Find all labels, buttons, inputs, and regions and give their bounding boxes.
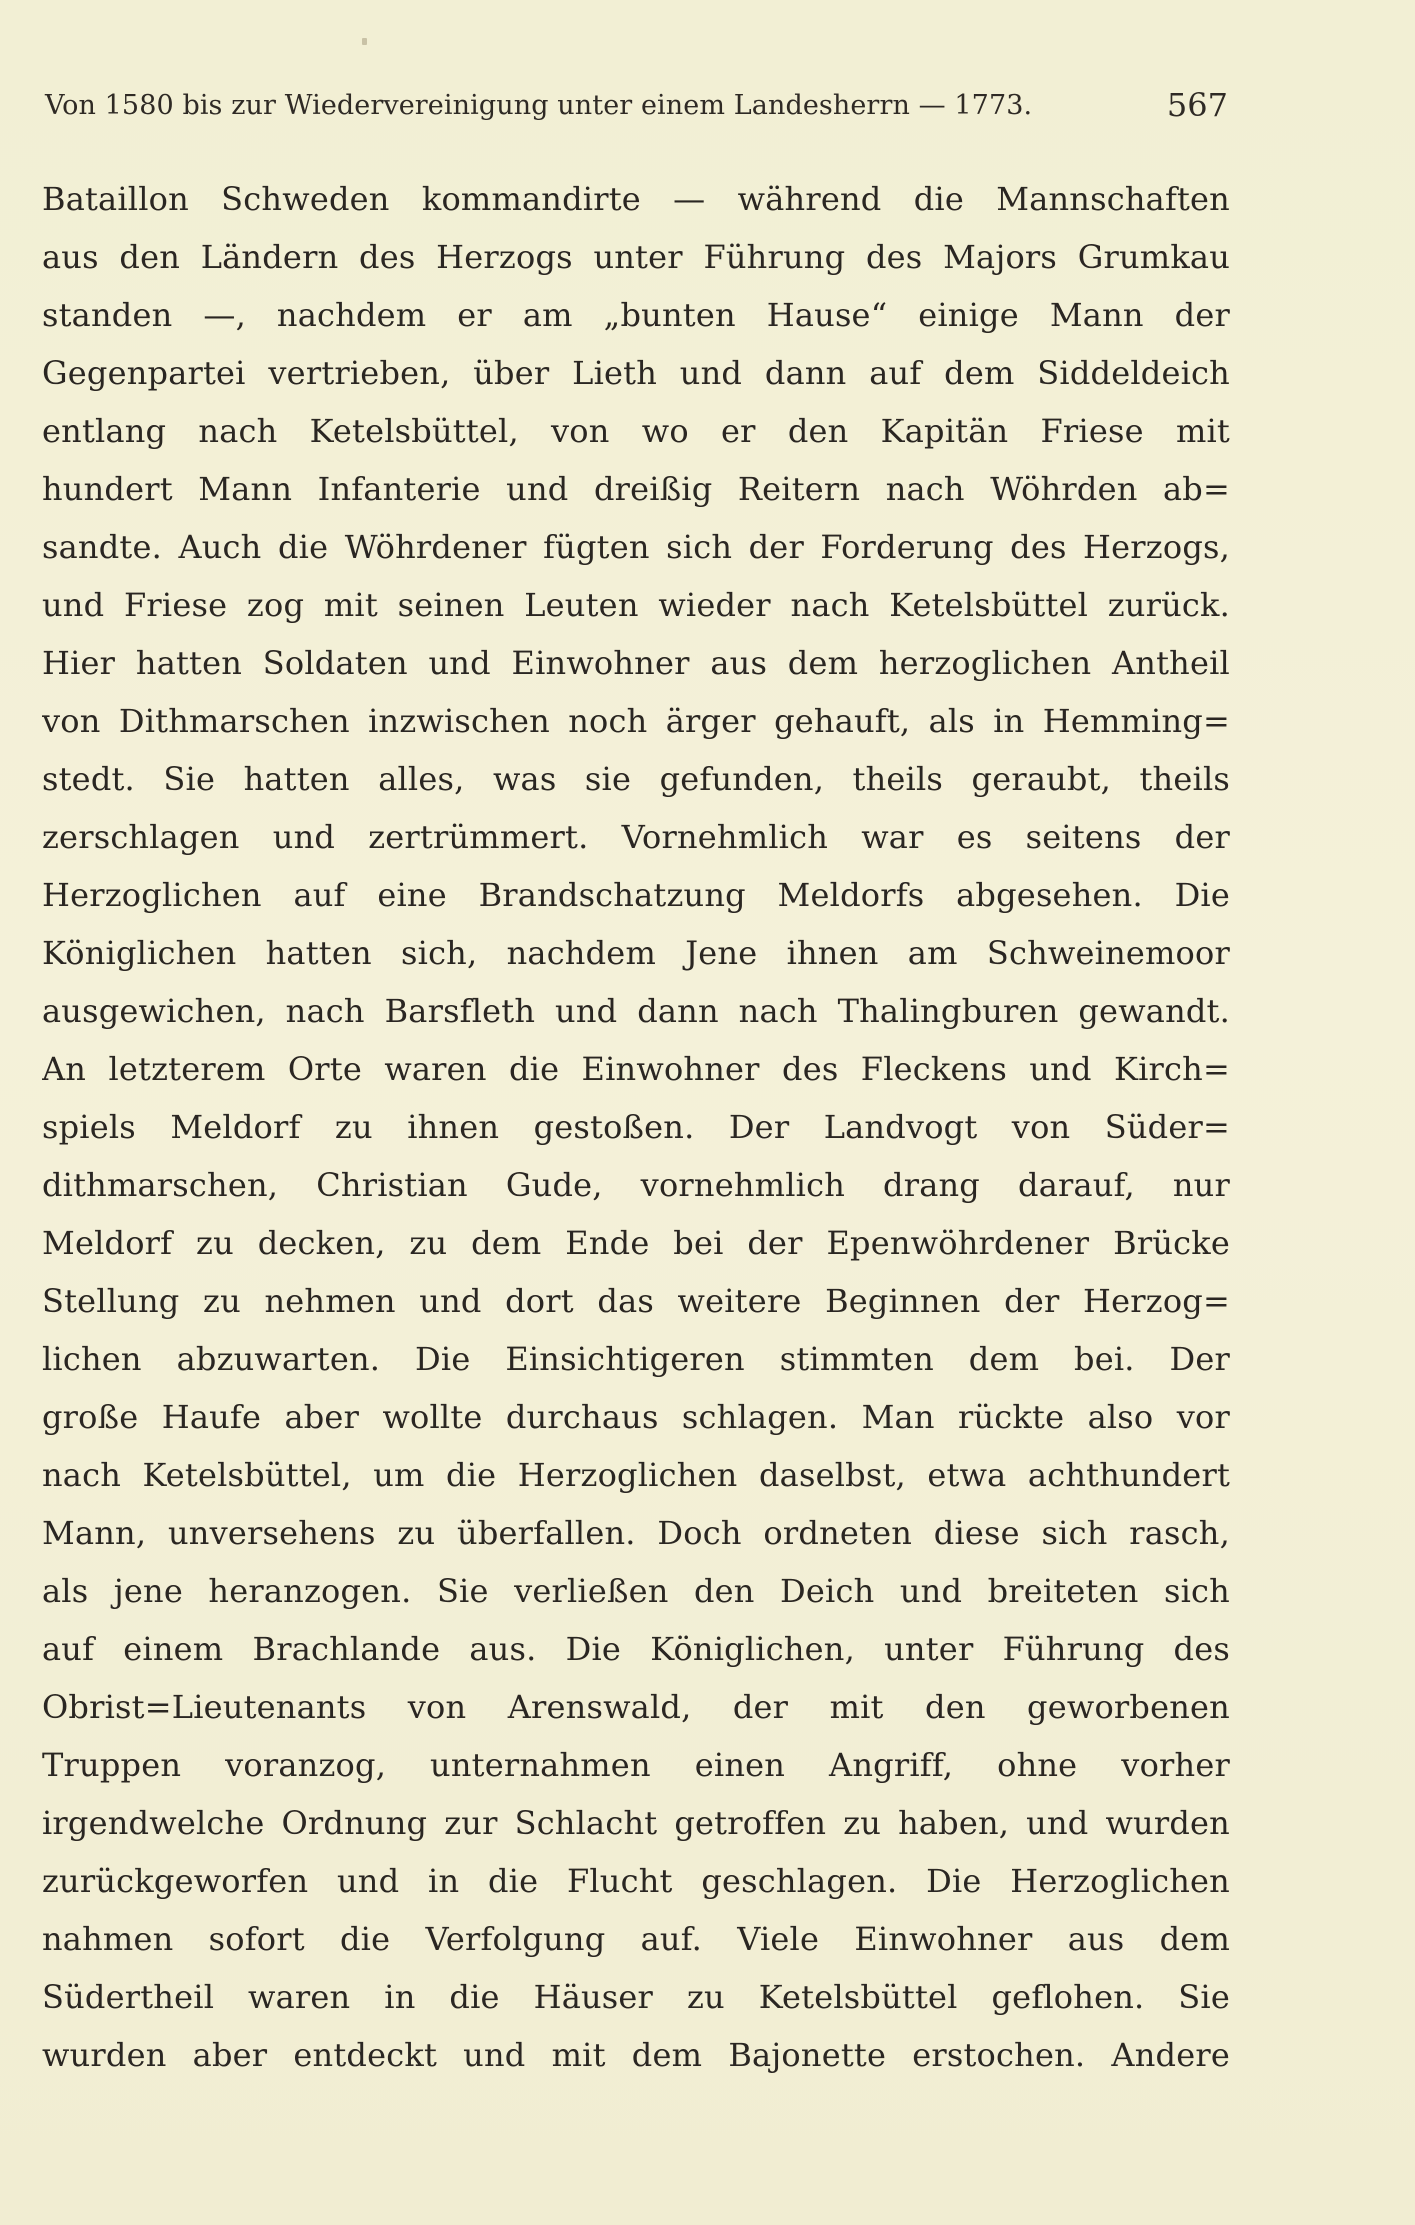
text-line: standen —, nachdem er am „bunten Hause“ einige Mann der [42, 296, 1230, 334]
running-head: Von 1580 bis zur Wiedervereinigung unter einem Landesherrn — 1773. [45, 90, 1033, 121]
text-line: Königlichen hatten sich, nachdem Jene ihnen am Schweinemoor [42, 934, 1230, 972]
text-line: Gegenpartei vertrieben, über Lieth und dann auf dem Siddeldeich [42, 354, 1230, 392]
text-line: nahmen sofort die Verfolgung auf. Viele Einwohner aus dem [42, 1920, 1230, 1958]
text-line: Obrist=Lieutenants von Arenswald, der mit den geworbenen [42, 1688, 1230, 1726]
text-line: entlang nach Ketelsbüttel, von wo er den Kapitän Friese mit [42, 412, 1230, 450]
text-line: aus den Ländern des Herzogs unter Führung des Majors Grumkau [42, 238, 1230, 276]
text-line: Bataillon Schweden kommandirte — während die Mannschaften [42, 180, 1230, 218]
text-line: lichen abzuwarten. Die Einsichtigeren stimmten dem bei. Der [42, 1340, 1230, 1378]
text-line: Truppen voranzog, unternahmen einen Angriff, ohne vorher [42, 1746, 1230, 1784]
text-line: dithmarschen, Christian Gude, vornehmlich drang darauf, nur [42, 1166, 1230, 1204]
text-line: von Dithmarschen inzwischen noch ärger gehauft, als in Hemming= [42, 702, 1230, 740]
text-line: wurden aber entdeckt und mit dem Bajonette erstochen. Andere [42, 2036, 1230, 2074]
text-line: Meldorf zu decken, zu dem Ende bei der Epenwöhrdener Brücke [42, 1224, 1230, 1262]
text-line: und Friese zog mit seinen Leuten wieder nach Ketelsbüttel zurück. [42, 586, 1230, 624]
text-line: große Haufe aber wollte durchaus schlagen. Man rückte also vor [42, 1398, 1230, 1436]
text-line: An letzterem Orte waren die Einwohner des Fleckens und Kirch= [42, 1050, 1230, 1088]
text-line: irgendwelche Ordnung zur Schlacht getroffen zu haben, und wurden [42, 1804, 1230, 1842]
text-line: sandte. Auch die Wöhrdener fügten sich der Forderung des Herzogs, [42, 528, 1230, 566]
text-line: zurückgeworfen und in die Flucht geschlagen. Die Herzoglichen [42, 1862, 1230, 1900]
text-line: Hier hatten Soldaten und Einwohner aus dem herzoglichen Antheil [42, 644, 1230, 682]
text-line: ausgewichen, nach Barsfleth und dann nach Thalingburen gewandt. [42, 992, 1230, 1030]
text-line: als jene heranzogen. Sie verließen den Deich und breiteten sich [42, 1572, 1230, 1610]
text-line: auf einem Brachlande aus. Die Königlichen, unter Führung des [42, 1630, 1230, 1668]
text-line: Südertheil waren in die Häuser zu Ketelsbüttel geflohen. Sie [42, 1978, 1230, 2016]
print-mark [362, 38, 367, 45]
text-line: Mann, unversehens zu überfallen. Doch ordneten diese sich rasch, [42, 1514, 1230, 1552]
text-line: spiels Meldorf zu ihnen gestoßen. Der Landvogt von Süder= [42, 1108, 1230, 1146]
text-line: stedt. Sie hatten alles, was sie gefunden, theils geraubt, theils [42, 760, 1230, 798]
page-number: 567 [1166, 86, 1228, 124]
body-text [42, 170, 1230, 2084]
text-line: Herzoglichen auf eine Brandschatzung Meldorfs abgesehen. Die [42, 876, 1230, 914]
text-line: zerschlagen und zertrümmert. Vornehmlich war es seitens der [42, 818, 1230, 856]
text-line: nach Ketelsbüttel, um die Herzoglichen daselbst, etwa achthundert [42, 1456, 1230, 1494]
text-line: hundert Mann Infanterie und dreißig Reitern nach Wöhrden ab= [42, 470, 1230, 508]
text-line: Stellung zu nehmen und dort das weitere Beginnen der Herzog= [42, 1282, 1230, 1320]
